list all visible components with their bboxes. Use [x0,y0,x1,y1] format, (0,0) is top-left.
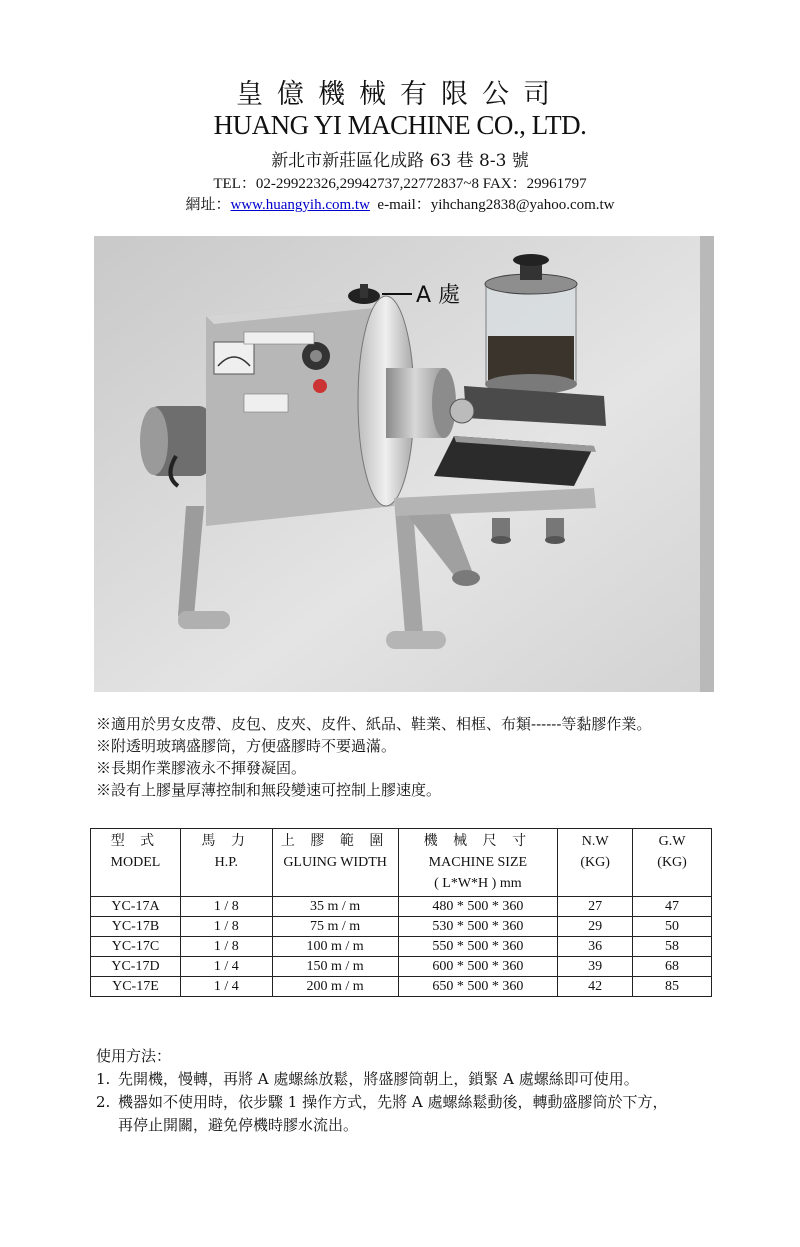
cell-model: YC-17D [91,957,181,977]
cell-nw: 42 [558,977,633,997]
cell-width: 75 m / m [272,917,398,937]
step-text: 先開機，慢轉，再將 A 處螺絲放鬆，將盛膠筒朝上，鎖緊 A 處螺絲即可使用。 [118,1070,639,1088]
usage-title: 使用方法： [96,1047,172,1065]
step-number: 2. [96,1093,111,1111]
cell-model: YC-17B [91,917,181,937]
table-row [91,957,712,977]
cell-size: 600 * 500 * 360 [398,957,558,977]
spec-table-header-row [91,829,712,897]
feature-item: ※設有上膠量厚薄控制和無段變速可控制上膠速度。 [96,781,442,799]
cell-model: YC-17C [91,937,181,957]
machine-photo [94,236,714,692]
cell-nw: 36 [558,937,633,957]
cell-gw: 58 [633,937,712,957]
step-number: 1. [96,1070,111,1088]
feature-item: ※長期作業膠液永不揮發凝固。 [96,759,307,777]
step-text-continued: 再停止開關，避免停機時膠水流出。 [118,1116,359,1134]
feature-list [96,713,736,801]
cell-width: 35 m / m [272,897,398,917]
feature-item: ※適用於男女皮帶、皮包、皮夾、皮件、紙品、鞋業、相框、布類------等黏膠作業。 [96,715,652,733]
company-name-english: HUANG YI MACHINE CO., LTD. [213,110,587,140]
header-machine-size: 機 械 尺 寸 MACHINE SIZE ( L*W*H ) mm [398,829,558,897]
spec-table [90,828,712,997]
cell-hp: 1 / 8 [180,897,272,917]
cell-size: 480 * 500 * 360 [398,897,558,917]
cell-gw: 50 [633,917,712,937]
usage-instructions [96,1045,756,1137]
cell-width: 200 m / m [272,977,398,997]
header-gluing-width: 上 膠 範 圍 GLUING WIDTH [272,829,398,897]
cell-size: 650 * 500 * 360 [398,977,558,997]
cell-gw: 68 [633,957,712,977]
table-row [91,977,712,997]
cell-gw: 47 [633,897,712,917]
feature-item: ※附透明玻璃盛膠筒，方便盛膠時不要過滿。 [96,737,397,755]
header-net-weight: N.W (KG) [558,829,633,897]
web-contact-line [0,193,800,214]
cell-size: 550 * 500 * 360 [398,937,558,957]
contact-phones: TEL：02-29922326,29942737,22772837~8 FAX：29961797 [213,176,587,192]
cell-nw: 39 [558,957,633,977]
cell-size: 530 * 500 * 360 [398,917,558,937]
cell-nw: 29 [558,917,633,937]
table-row [91,937,712,957]
callout-a-label: A 處 [416,283,461,308]
table-row [91,897,712,917]
cell-width: 100 m / m [272,937,398,957]
website-label: 網址： [185,197,231,213]
cell-hp: 1 / 8 [180,917,272,937]
cell-hp: 1 / 8 [180,937,272,957]
usage-step [96,1091,756,1137]
usage-step [96,1068,756,1091]
cell-gw: 85 [633,977,712,997]
cell-model: YC-17E [91,977,181,997]
cell-hp: 1 / 4 [180,977,272,997]
cell-nw: 27 [558,897,633,917]
cell-model: YC-17A [91,897,181,917]
cell-hp: 1 / 4 [180,957,272,977]
company-address: 新北市新莊區化成路 63 巷 8-3 號 [271,151,529,171]
website-link[interactable]: www.huangyih.com.tw [230,197,370,213]
step-text: 機器如不使用時，依步驟 1 操作方式，先將 A 處螺絲鬆動後，轉動盛膠筒於下方， [118,1093,668,1111]
header-gross-weight: G.W (KG) [633,829,712,897]
email-text: e-mail：yihchang2838@yahoo.com.tw [377,197,615,213]
header-horsepower: 馬 力 H.P. [180,829,272,897]
cell-width: 150 m / m [272,957,398,977]
table-row [91,917,712,937]
header-model: 型 式 MODEL [91,829,181,897]
company-name-chinese: 皇億機械有限公司 [236,79,564,110]
